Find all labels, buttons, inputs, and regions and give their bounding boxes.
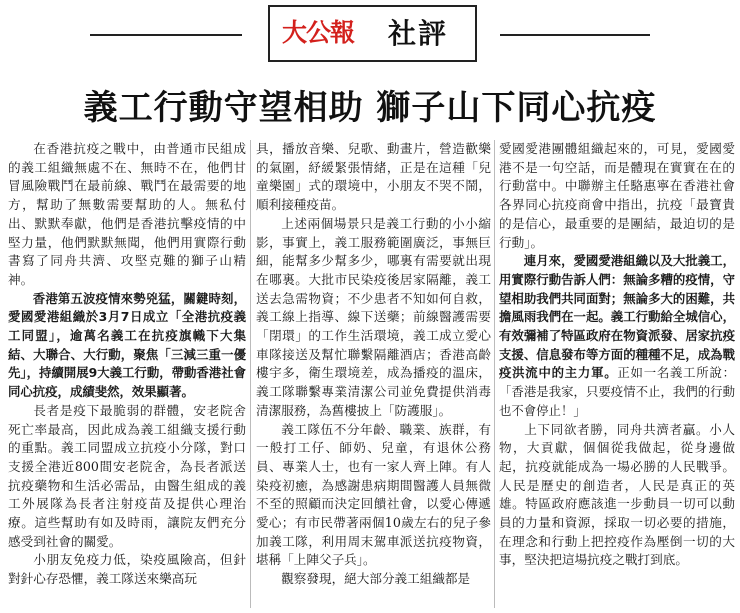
column-divider [494,140,495,608]
bold-text: 連月來，愛國愛港組織以及大批義工，用實際行動告訴人們：無論多糟的疫情，守望相助我們共同面對；無論多大的困難，共擔風雨我們在一起。義工行動給全城信心，有效彌補了特區政府在物資派發、居家抗疫支援、信息發布等方面的種種不足，成為戰疫洪流中的主力軍。 [499,253,735,381]
column-divider [250,140,251,608]
masthead-rule-right [500,34,650,36]
section-title: 社評 [388,17,449,50]
article-paragraph: 上下同欲者勝，同舟共濟者贏。小人物，大貢獻，個個從我做起，從身邊做起，抗疫就能成為一場必勝的人民戰爭。人民是歷史的創造者，人民是真正的英雄。特區政府應該進一步動員一切可以動員的力量和資源，採取一切必要的措施，在理念和行動上把控疫作為壓倒一切的大事，堅決把這場抗疫之戰打到底。 [499,421,735,568]
article-column-2 [256,140,491,610]
masthead-rule-left [90,34,242,36]
article-paragraph: 小朋友免疫力低，染疫風險高，但針對針心存恐懼，義工隊送來樂高玩 [8,552,246,587]
masthead-box [268,5,477,62]
article-paragraph [499,252,735,420]
article-column-1 [8,140,246,610]
article-paragraph: 愛國愛港團體組織起來的，可見，愛國愛港不是一句空話，而是體現在實實在在的行動當中。中聯辦主任駱惠寧在香港社會各界同心抗疫商會中指出，抗疫「最寶貴的是信心，最重要的是團結，最迫切的是行動」。 [499,141,735,250]
article-paragraph: 具，播放音樂、兒歌、動畫片，營造歡樂的氣圍，紓緩緊張情緒，正是在這種「兒童樂園」式的環境中，小朋友不哭不鬧，順利接種疫苗。 [256,141,491,213]
regular-text: 正如一名義工所說：「香港是我家，只要疫情不止，我們的行動也不會停止！」 [499,365,735,418]
newspaper-logo: 大公報 [282,18,355,47]
article-paragraph: 觀察發現，絕大部分義工組織都是 [281,571,471,587]
article-paragraph: 長者是疫下最脆弱的群體，安老院舍死亡率最高，因此成為義工組織支援行動的重點。義工同盟成立抗疫小分隊，對口支援全港近800間安老院舍，為長者派送抗疫藥物和生活必需品，由醫生組成的義工外展隊為長者注射疫苗及提供心理治療。這些幫助有如及時雨，讓院友們充分感受到社會的關愛。 [8,402,246,549]
article-paragraph: 義工隊伍不分年齡、職業、族群，有一般打工仔、師奶、兒童，有退休公務員、專業人士，也有一家人齊上陣。有人染疫初癒，為感謝患病期間醫護人員無微不至的照顧而決定回饋社會，以愛心傳遞愛心；有市民帶著兩個10歲左右的兒子參加義工隊，利用周末駕車派送抗疫物資，堪稱「上陣父子兵」。 [256,421,491,568]
masthead [0,0,740,64]
editorial-headline: 義工行動守望相助 獅子山下同心抗疫 [83,88,657,128]
article-paragraph: 香港第五波疫情來勢兇猛，關鍵時刻，愛國愛港組織於3月7日成立「全港抗疫義工同盟」，逾萬名義工在抗疫旗幟下大集結、大聯合、大行動，聚焦「三減三重一優先」，持續開展9大義工行動，帶動香港社會同心抗疫，成績斐然，效果顯著。 [8,290,246,400]
article-paragraph: 在香港抗疫之戰中，由普通市民組成的義工組織無處不在、無時不在，他們甘冒風險戰鬥在最前線、戰鬥在最需要的地方，幫助了無數需要幫助的人。無私付出、默默奉獻，他們是香港抗擊疫情的中堅力量，他們默默無聞，他們用實際行動書寫了同舟共濟、攻堅克難的獅子山精神。 [8,141,246,287]
article-paragraph: 上述兩個場景只是義工行動的小小縮影，事實上，義工服務範圍廣泛，事無巨細，能幫多少幫多少，哪裏有需要就出現在哪裏。大批市民染疫後居家隔離，義工送去急需物資；不少患者不知如何自救，義工線上指導、線下送藥；前線醫護需要「閉環」的工作生活環境，義工成立愛心車隊接送及幫忙聯繫隔離酒店；香港高齡樓宇多，衛生環境差，成為播疫的溫床，義工隊聯繫專業清潔公司並免費提供消毒清潔服務，為舊樓披上「防護服」。 [256,215,491,418]
article-column-3 [499,140,735,610]
